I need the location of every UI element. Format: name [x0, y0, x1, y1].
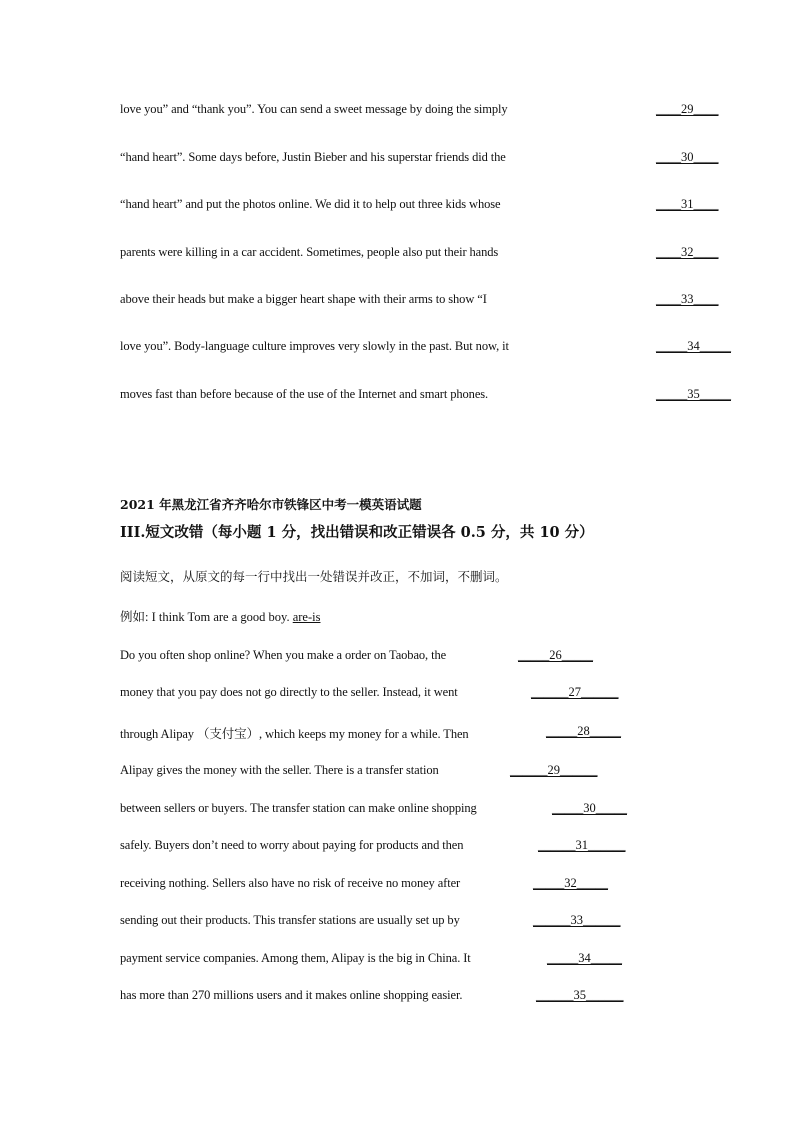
passage-line: money that you pay does not go directly to the seller. Instead, it went: [120, 685, 458, 699]
example-answer: are-is: [292, 610, 321, 624]
passage-line: love you” and “thank you”. You can send a sweet message by doing the simply: [120, 102, 508, 116]
answer-blank: ______27______: [531, 685, 619, 699]
exam-source-title: 2021 年黑龙江省齐齐哈尔市铁锋区中考一模英语试题: [120, 497, 422, 512]
answer-blank: _____34_____: [547, 951, 622, 965]
answer-blank: _____32_____: [533, 876, 608, 890]
answer-blank: ______33______: [533, 913, 621, 927]
answer-blank: _____34_____: [656, 339, 731, 353]
passage-line: love you”. Body-language culture improves very slowly in the past. But now, it: [120, 339, 509, 353]
passage-line: “hand heart”. Some days before, Justin Bieber and his superstar friends did the: [120, 150, 506, 164]
passage-line: sending out their products. This transfer stations are usually set up by: [120, 913, 460, 927]
passage-line: Do you often shop online? When you make a order on Taobao, the: [120, 648, 447, 662]
passage-line: Alipay gives the money with the seller. There is a transfer station: [120, 763, 439, 777]
answer-blank: _____35_____: [656, 387, 731, 401]
answer-blank: ____30____: [656, 150, 719, 164]
answer-blank: ______35______: [536, 988, 624, 1002]
answer-blank: ____31____: [656, 197, 719, 211]
instruction-text: 阅读短文，从原文的每一行中找出一处错误并改正，不加词，不删词。: [120, 569, 508, 584]
passage-line: “hand heart” and put the photos online. We did it to help out three kids whose: [120, 197, 501, 211]
passage-line: receiving nothing. Sellers also have no risk of receive no money after: [120, 876, 461, 890]
example-line: [120, 607, 320, 625]
passage-line: between sellers or buyers. The transfer station can make online shopping: [120, 801, 477, 815]
passage-line: through Alipay （支付宝）, which keeps my money for a while. Then: [120, 727, 469, 741]
answer-blank: ____33____: [656, 292, 719, 306]
passage-line: has more than 270 millions users and it makes online shopping easier.: [120, 988, 463, 1002]
section-heading: III.短文改错（每小题 1 分，找出错误和改正错误各 0.5 分，共 10 分）: [120, 524, 594, 541]
answer-blank: _____30_____: [552, 801, 627, 815]
passage-line: parents were killing in a car accident. Sometimes, people also put their hands: [120, 245, 499, 259]
answer-blank: ____32____: [656, 245, 719, 259]
example-prefix: 例如: I think Tom are a good boy.: [120, 610, 293, 624]
answer-blank: _____28_____: [546, 724, 621, 738]
passage-line: safely. Buyers don’t need to worry about paying for products and then: [120, 838, 464, 852]
passage-line: payment service companies. Among them, Alipay is the big in China. It: [120, 951, 471, 965]
answer-blank: _____26_____: [518, 648, 593, 662]
answer-blank: ______31______: [538, 838, 626, 852]
passage-line: above their heads but make a bigger heart shape with their arms to show “I: [120, 292, 487, 306]
passage-line: moves fast than before because of the use of the Internet and smart phones.: [120, 387, 489, 401]
answer-blank: ______29______: [510, 763, 598, 777]
answer-blank: ____29____: [656, 102, 719, 116]
